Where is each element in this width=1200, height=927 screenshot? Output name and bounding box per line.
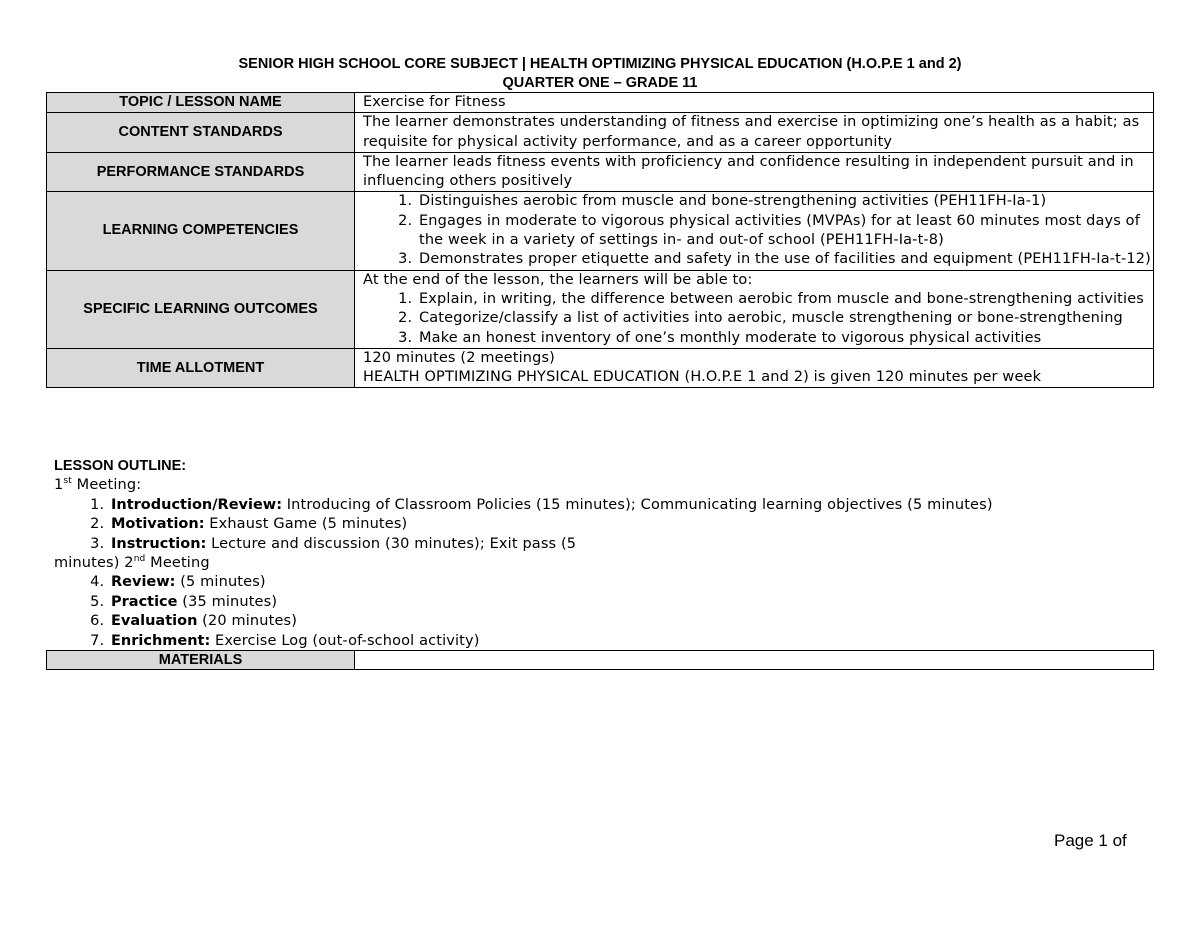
learning-outcomes-intro: At the end of the lesson, the learners will be able to:: [363, 271, 753, 288]
list-item: [109, 535, 1154, 554]
competencies-list: [363, 192, 1153, 269]
list-item: [109, 496, 1154, 515]
step-text: (5 minutes): [175, 574, 266, 591]
meeting-one-ordinal: st: [63, 476, 72, 487]
learning-outcomes-value: [355, 270, 1154, 348]
table-row-performance-standards: [47, 152, 1154, 192]
list-item: 1. Explain, in writing, the difference between aerobic from muscle and bone-strengthening activities: [417, 290, 1153, 309]
time-allotment-line: HEALTH OPTIMIZING PHYSICAL EDUCATION (H.O.P.E 1 and 2) is given 120 minutes per week: [363, 369, 1042, 386]
step-term: Motivation:: [111, 516, 205, 533]
wrapped-text: minutes) 2: [54, 555, 134, 572]
step-term: Practice: [111, 593, 178, 610]
learning-competencies-value: [355, 192, 1154, 270]
table-row-learning-outcomes: [47, 270, 1154, 348]
meeting-one-steps: [54, 496, 1154, 554]
time-allotment-value: [355, 348, 1154, 388]
meeting-one-number: 1: [54, 477, 64, 494]
materials-label: MATERIALS: [47, 651, 355, 670]
meeting-two-ordinal: nd: [133, 554, 146, 565]
document-subtitle: QUARTER ONE – GRADE 11: [502, 75, 698, 91]
step-text: Lecture and discussion (30 minutes); Exit pass (5: [206, 535, 577, 552]
table-row-content-standards: [47, 113, 1154, 153]
table-row-materials: [47, 651, 1154, 670]
outcomes-list: [363, 290, 1153, 348]
step-term: Enrichment:: [111, 632, 211, 649]
materials-table: [46, 650, 1154, 670]
document-title: SENIOR HIGH SCHOOL CORE SUBJECT | HEALTH OPTIMIZING PHYSICAL EDUCATION (H.O.P.E 1 and 2): [238, 56, 962, 72]
lesson-outline-heading: LESSON OUTLINE:: [54, 458, 187, 474]
meeting-one-text: Meeting:: [71, 477, 142, 494]
topic-value: Exercise for Fitness: [355, 93, 1154, 113]
list-item: 3. Make an honest inventory of one’s monthly moderate to vigorous physical activities: [417, 329, 1153, 348]
content-standards-label: CONTENT STANDARDS: [47, 113, 355, 153]
content-standards-value: The learner demonstrates understanding of fitness and exercise in optimizing one’s health as a habit; as requisite for physical activity performance, and as a career opportunity: [355, 113, 1154, 153]
learning-competencies-label: LEARNING COMPETENCIES: [47, 192, 355, 270]
list-item: 3. Demonstrates proper etiquette and safety in the use of facilities and equipment (PEH11FH-Ia-t-12): [417, 250, 1153, 269]
meeting-two-steps: [54, 573, 1154, 651]
meeting-two-text: Meeting: [145, 555, 210, 572]
meeting-one-heading: [54, 476, 1154, 495]
page-number: Page 1 of: [1054, 831, 1127, 850]
learning-outcomes-label: SPECIFIC LEARNING OUTCOMES: [47, 270, 355, 348]
table-row-topic: [47, 93, 1154, 113]
lesson-outline: [54, 457, 1154, 651]
list-item: 1. Distinguishes aerobic from muscle and bone-strengthening activities (PEH11FH-Ia-1): [417, 192, 1153, 211]
list-item: [109, 515, 1154, 534]
time-allotment-line: 120 minutes (2 meetings): [363, 349, 555, 366]
performance-standards-label: PERFORMANCE STANDARDS: [47, 152, 355, 192]
table-row-time-allotment: [47, 348, 1154, 388]
list-item: 2. Categorize/classify a list of activities into aerobic, muscle strengthening or bone-strengthening: [417, 309, 1153, 328]
topic-label: TOPIC / LESSON NAME: [47, 93, 355, 113]
list-item: [109, 593, 1154, 612]
step-term: Instruction:: [111, 535, 207, 552]
step-text: Introducing of Classroom Policies (15 minutes); Communicating learning objectives (5 minutes): [282, 496, 993, 513]
step-term: Review:: [111, 574, 176, 591]
step-text: Exhaust Game (5 minutes): [204, 516, 408, 533]
step-term: Introduction/Review:: [111, 496, 282, 513]
list-item: [109, 632, 1154, 651]
step-text: (20 minutes): [197, 613, 298, 630]
step-text: Exercise Log (out-of-school activity): [210, 632, 480, 649]
meeting-two-heading: [54, 554, 1154, 573]
time-allotment-label: TIME ALLOTMENT: [47, 348, 355, 388]
materials-value: [355, 651, 1154, 670]
list-item: [109, 573, 1154, 592]
step-text: (35 minutes): [177, 593, 278, 610]
list-item: [109, 612, 1154, 631]
table-row-learning-competencies: [47, 192, 1154, 270]
step-term: Evaluation: [111, 613, 198, 630]
performance-standards-value: The learner leads fitness events with proficiency and confidence resulting in independent pursuit and in influencing others positively: [355, 152, 1154, 192]
lesson-plan-table: [46, 92, 1154, 388]
list-item: 2. Engages in moderate to vigorous physical activities (MVPAs) for at least 60 minutes most days of the week in a variety of settings in- and out-of school (PEH11FH-Ia-t-8): [417, 212, 1153, 251]
